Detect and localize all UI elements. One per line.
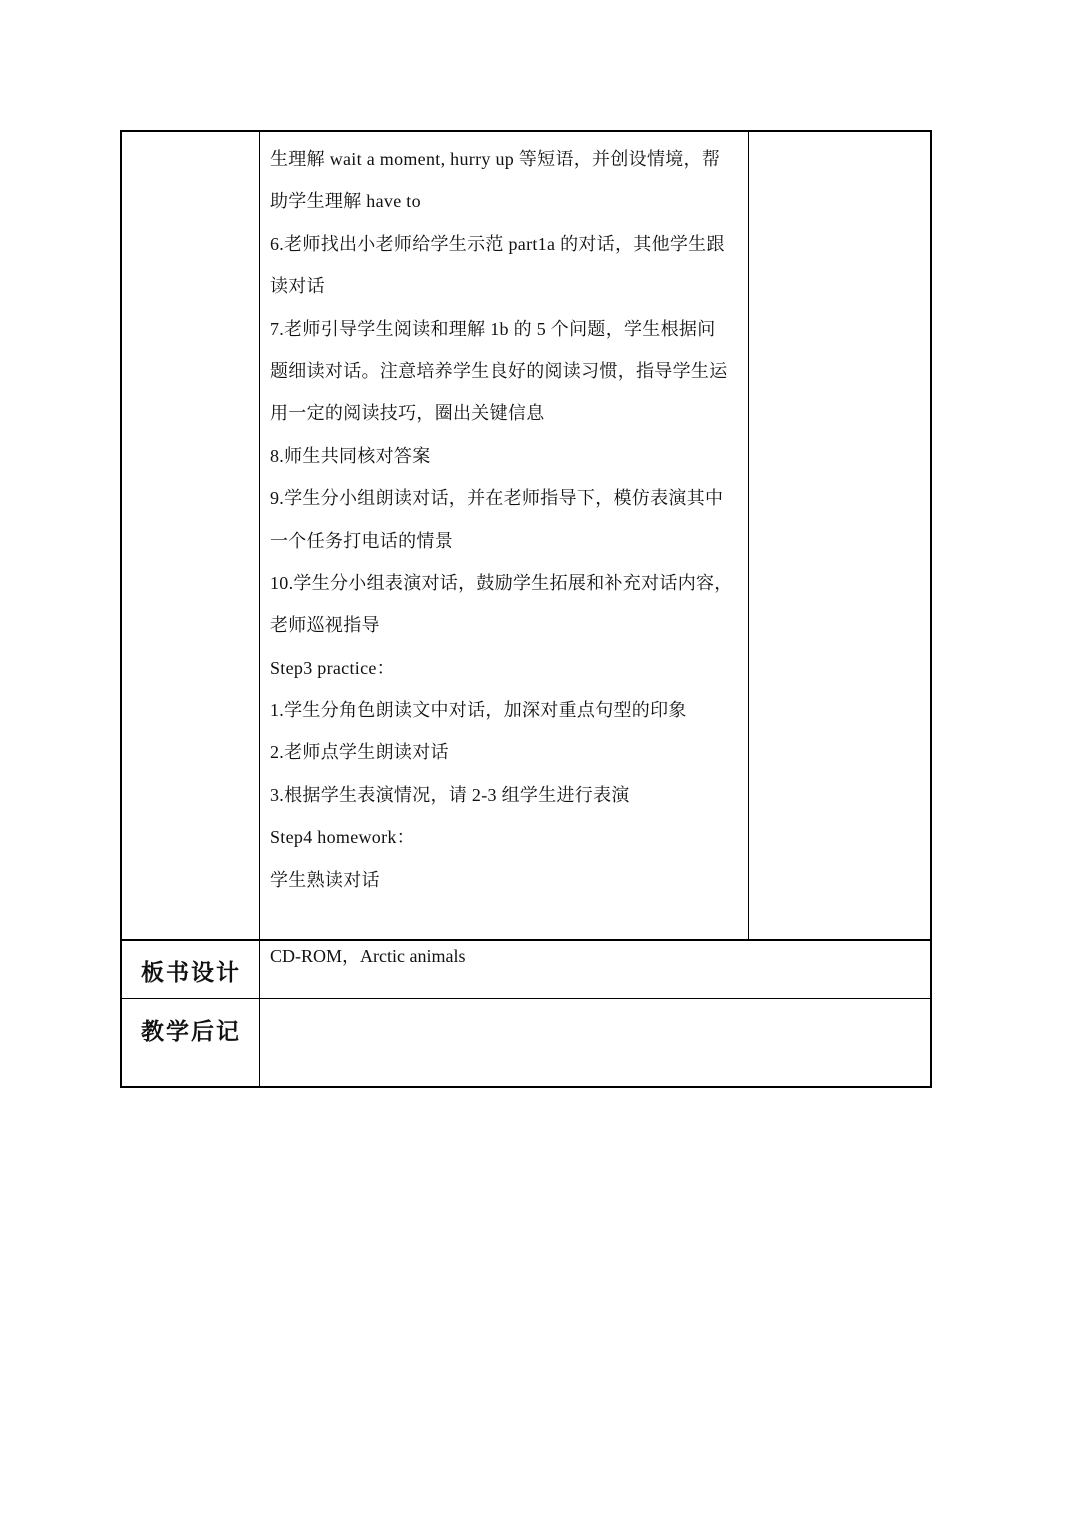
lesson-step-line: Step3 practice：	[270, 657, 395, 678]
lesson-steps-list	[270, 138, 740, 901]
lesson-step-line: Step4 homework：	[270, 827, 415, 848]
lesson-step-line: 6.老师找出小老师给学生示范 part1a 的对话，其他学生跟	[270, 233, 725, 254]
lesson-step-line: 1.学生分角色朗读文中对话，加深对重点句型的印象	[270, 700, 687, 721]
lesson-step-line: 学生熟读对话	[270, 869, 380, 890]
lesson-step-line: 一个任务打电话的情景	[270, 530, 453, 551]
lesson-step-line: 7.老师引导学生阅读和理解 1b 的 5 个问题，学生根据问	[270, 318, 716, 339]
lesson-step-line: 读对话	[270, 276, 325, 297]
row-divider-reflection	[122, 998, 930, 999]
lesson-step-line: 3.根据学生表演情况，请 2-3 组学生进行表演	[270, 784, 630, 805]
board-design-content: CD-ROM，Arctic animals	[270, 946, 466, 966]
teaching-reflection-label: 教学后记	[141, 1018, 241, 1045]
column-divider-left	[259, 132, 260, 1086]
lesson-plan-table	[120, 130, 932, 1088]
lesson-step-line: 2.老师点学生朗读对话	[270, 742, 449, 763]
row-divider-board	[122, 939, 930, 941]
lesson-step-line: 助学生理解 have to	[270, 191, 421, 212]
column-divider-right	[748, 132, 749, 940]
lesson-step-line: 用一定的阅读技巧，圈出关键信息	[270, 403, 545, 424]
lesson-step-line: 题细读对话。注意培养学生良好的阅读习惯，指导学生运	[270, 360, 728, 381]
lesson-step-line: 9.学生分小组朗读对话，并在老师指导下，模仿表演其中	[270, 488, 724, 509]
lesson-step-line: 10.学生分小组表演对话，鼓励学生拓展和补充对话内容，	[270, 572, 733, 593]
lesson-step-line: 老师巡视指导	[270, 615, 380, 636]
board-design-label: 板书设计	[141, 959, 241, 986]
lesson-step-line: 8.师生共同核对答案	[270, 445, 431, 466]
lesson-step-line: 生理解 wait a moment, hurry up 等短语，并创设情境，帮	[270, 149, 721, 169]
